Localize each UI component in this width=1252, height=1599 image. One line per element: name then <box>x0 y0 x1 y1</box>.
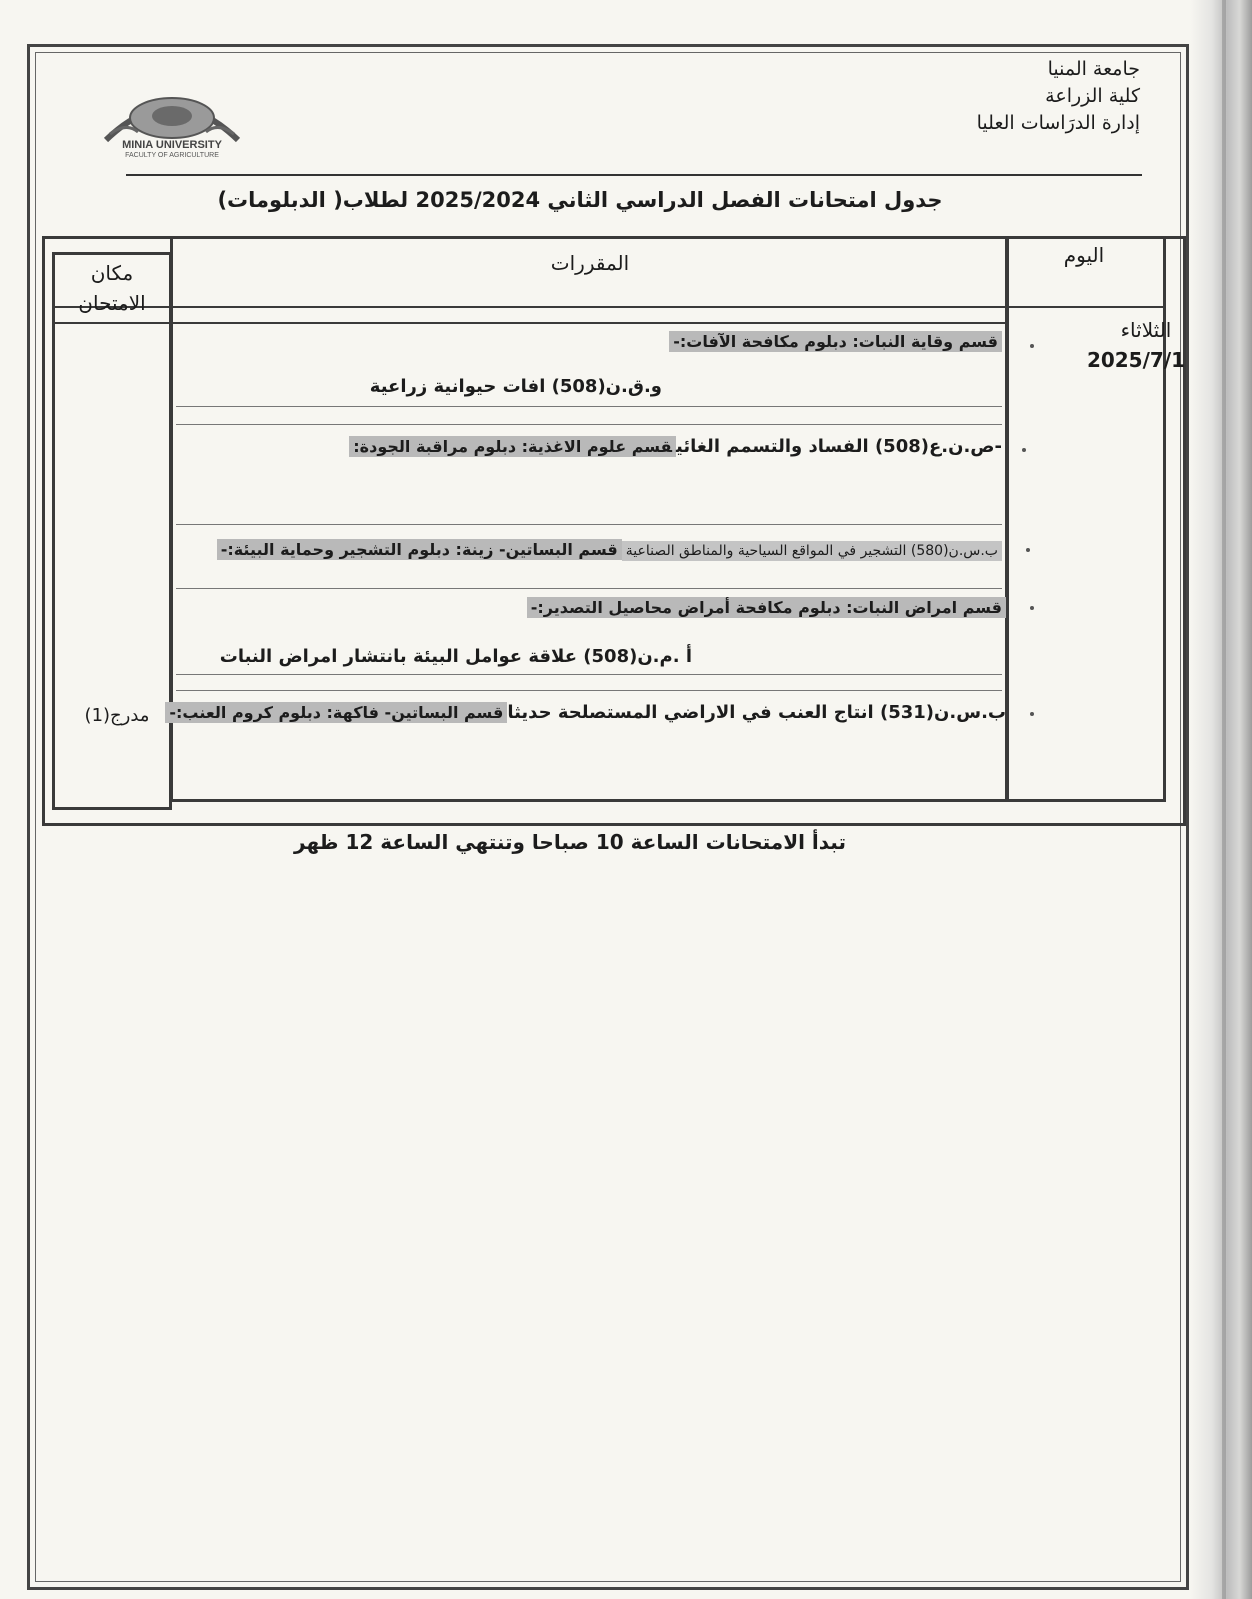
university-name: جامعة المنيا <box>1047 58 1140 80</box>
course-dept-2 <box>349 436 1002 457</box>
logo-subtext: FACULTY OF AGRICULTURE <box>125 152 219 158</box>
course-dept-3 <box>217 540 1002 559</box>
institution-block <box>880 56 1140 137</box>
scan-mark <box>1030 344 1034 348</box>
scan-mark <box>1022 448 1026 452</box>
course-label: -ص.ن.ع(508) الفساد والتسمم الغائي <box>676 436 1002 457</box>
course-label: ب.س.ن(580) التشجير في المواقع السياحية والمناطق الصناعية <box>622 541 1002 561</box>
logo-text: MINIA UNIVERSITY <box>122 139 222 151</box>
header-place-line2: الامتحان <box>78 291 146 315</box>
university-logo <box>86 82 258 158</box>
dept-label: قسم وقاية النبات: دبلوم مكافحة الآفات:- <box>669 331 1002 352</box>
section-divider <box>176 690 1002 691</box>
course-item-4: أ .م.ن(508) علاقة عوامل البيئة بانتشار امراض النبات <box>219 646 692 667</box>
dept-label: قسم البساتين- زينة: دبلوم التشجير وحماية البيئة:- <box>217 539 622 560</box>
document-title: جدول امتحانات الفصل الدراسي الثاني 2025/2024 لطلاب( الدبلومات) <box>217 188 943 212</box>
dept-label: قسم البساتين- فاكهة: دبلوم كروم العنب:- <box>165 702 507 723</box>
header-row-rule <box>52 306 1166 308</box>
exam-day-date: 2025/7/1 <box>1086 348 1186 372</box>
section-divider <box>176 674 1002 675</box>
course-dept-4 <box>527 598 1006 617</box>
header-courses: المقررات <box>550 251 630 275</box>
header-day: اليوم <box>1063 243 1105 267</box>
course-dept-5 <box>165 702 1006 723</box>
department-name: إدارة الدرَاسات العليا <box>976 112 1140 134</box>
header-place-line1: مكان <box>90 261 134 285</box>
section-divider <box>176 424 1002 425</box>
section-divider <box>176 588 1002 589</box>
exam-time-note: تبدأ الامتحانات الساعة 10 صباحا وتنتهي الساعة 12 ظهر <box>294 830 846 854</box>
course-item-1: و.ق.ن(508) افات حيوانية زراعية <box>369 376 662 397</box>
place-column <box>52 252 172 810</box>
header-row-rule-2 <box>52 322 1008 324</box>
dept-label: قسم علوم الاغذية: دبلوم مراقبة الجودة: <box>349 436 676 457</box>
scan-shadow-line <box>1222 0 1226 1599</box>
scan-mark <box>1030 606 1034 610</box>
section-divider <box>176 406 1002 407</box>
faculty-name: كلية الزراعة <box>1045 85 1140 107</box>
section-divider <box>176 524 1002 525</box>
course-label: ب.س.ن(531) انتاج العنب في الاراضي المستصلحة حديثا <box>507 702 1006 723</box>
scan-mark <box>1030 712 1034 716</box>
exam-day-name: الثلاثاء <box>1120 318 1172 342</box>
scan-shadow <box>1190 0 1252 1599</box>
dept-label: قسم امراض النبات: دبلوم مكافحة أمراض محاصيل التصدير:- <box>527 597 1006 618</box>
course-dept-1 <box>669 332 1002 351</box>
exam-place: مدرج(1) <box>84 705 150 726</box>
scan-mark <box>1026 548 1030 552</box>
